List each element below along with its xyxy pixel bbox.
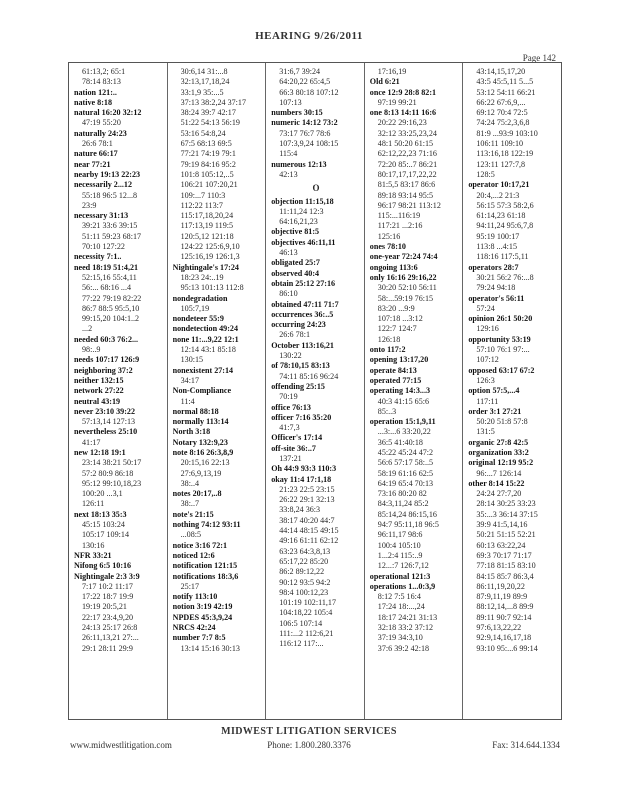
index-references: 17:16,19 [377, 67, 407, 76]
index-references: 51:22 54:13 56:19 [180, 118, 240, 128]
page-number: Page 142 [522, 53, 556, 63]
index-term: operations 1...0:3,9 [369, 581, 436, 591]
index-term: Notary 132:9,23 [172, 437, 228, 447]
index-references: 36:5 41:40:18 [377, 437, 423, 447]
index-references: 120:5,12 121:18 [180, 231, 234, 241]
index-term: October 113:16,21 [271, 340, 334, 350]
index-references: 99:15,20 104:1..2 [82, 314, 140, 324]
index-references: 65:17,22 85:20 [279, 556, 329, 566]
index-references: 74:11 85:16 96:24 [279, 371, 339, 381]
index-references: 56:... 68:16 ...4 [82, 283, 132, 293]
index-references: 129:16 [476, 324, 499, 334]
index-references: 64:16,21,23 [279, 217, 318, 227]
index-references: 106:21 107:20,21 [180, 180, 238, 190]
footer-fax: Fax: 314.644.1334 [492, 740, 560, 750]
index-references: 11:11,24 12:3 [279, 206, 324, 216]
index-references: 130:22 [279, 351, 302, 361]
index-term: notify 113:10 [172, 592, 218, 602]
index-term: office 76:13 [271, 402, 311, 412]
index-references: 38:..4 [180, 478, 200, 488]
index-term: nature 66:17 [74, 149, 118, 159]
index-references: 30:21 56:2 76:...8 [476, 272, 534, 282]
index-references: 43:14,15,17,20 [476, 67, 526, 76]
index-term: operator 10:17,21 [468, 180, 530, 190]
index-term: only 16:16 29:16,22 [369, 272, 437, 282]
index-references: ...2 [82, 324, 93, 334]
index-references: 117:13,19 119:5 [180, 221, 234, 231]
index-references: 22:17 23:4,9,20 [82, 612, 134, 622]
index-term: notification 121:15 [172, 561, 238, 571]
index-term: note's 21:15 [172, 509, 214, 519]
index-references: 105:7,19 [180, 303, 210, 313]
index-term: notice 3:16 72:1 [172, 540, 227, 550]
index-term: option 57:5,...4 [468, 386, 520, 396]
index-term: order 3:1 27:21 [468, 406, 522, 416]
index-references: 33:8,24 36:3 [279, 505, 321, 515]
index-references: 113:16,18 122:19 [476, 149, 534, 159]
index-references: 21:23 22:5 23:15 [279, 484, 335, 494]
index-references: 58:19 61:16 62:5 [377, 468, 434, 478]
index-references: 67:5 68:13 69:5 [180, 139, 232, 149]
index-references: 42:13 [279, 169, 298, 179]
index-term: nearby 19:13 22:23 [74, 169, 141, 179]
index-references: 27:6,9,13,19 [180, 468, 222, 478]
index-references: 61:14,23 61:18 [476, 211, 526, 221]
index-term: opinion 26:1 50:20 [468, 314, 533, 324]
index-references: 112:22 113:7 [180, 200, 223, 210]
index-term: nonexistent 27:14 [172, 365, 234, 375]
index-term: once 12:9 28:8 82:1 [369, 87, 437, 97]
index-references: 105:17 109:14 [82, 530, 129, 540]
index-column-1 [69, 63, 168, 719]
index-term: Old 6:21 [369, 77, 400, 87]
index-term: one 8:13 14:11 16:6 [369, 108, 437, 118]
index-references: 45:22 45:24 47:2 [377, 447, 434, 457]
index-references: 77:21 74:19 79:1 [180, 149, 236, 159]
index-references: 56:6 57:17 58:..5 [377, 458, 434, 468]
index-references: 13:14 15:16 30:13 [180, 643, 240, 653]
index-references: 26:11,13,21 27:... [82, 633, 139, 643]
index-references: 56:15 57:3 58:2,6 [476, 200, 534, 210]
index-references: 23:14 38:21 50:17 [82, 458, 142, 468]
index-references: 109:...7 110:3 [180, 190, 226, 200]
index-references: 57:10 76:1 97:... [476, 345, 530, 355]
index-term: necessary 31:13 [74, 211, 129, 221]
index-references: 61:13,2; 65:1 [82, 67, 126, 76]
index-term: organic 27:8 42:5 [468, 437, 529, 447]
index-references: 107:3,9,24 108:15 [279, 139, 339, 149]
index-term: organization 33:2 [468, 447, 529, 457]
index-references: 95:12 99:10,18,23 [82, 478, 142, 488]
index-references: 62:12,22,23 71:16 [377, 149, 437, 159]
index-references: 104:18,22 105:4 [279, 608, 333, 618]
index-references: 26:6 78:1 [82, 139, 113, 149]
index-references: 25:17 [180, 581, 200, 591]
index-references: 70:10 127:22 [82, 242, 125, 252]
index-references: 98:4 100:12,23 [279, 587, 329, 597]
index-references: 74:24 75:2,3,6,8 [476, 118, 530, 128]
index-references: 20:4,...2 21:3 [476, 190, 520, 200]
index-term: new 12:18 19:1 [74, 447, 126, 457]
index-references: 57:13,14 127:13 [82, 417, 136, 427]
index-term: observed 40:4 [271, 268, 320, 278]
index-references: 37:6 39:2 42:18 [377, 643, 430, 653]
index-references: 40:3 41:15 65:6 [377, 396, 430, 406]
index-references: 69:3 70:17 71:17 [476, 550, 532, 560]
index-references: 86:2 89:12,22 [279, 567, 325, 577]
index-term: Officer's 17:14 [271, 433, 323, 443]
index-term: necessity 7:1.. [74, 252, 122, 262]
index-term: okay 11:4 17:1,18 [271, 474, 332, 484]
index-term: notion 3:19 42:19 [172, 602, 233, 612]
index-references: 130:15 [180, 355, 204, 365]
index-references: 18:17 24:21 31:13 [377, 612, 438, 622]
index-column-5 [463, 63, 561, 719]
index-references: 20:15,16 22:13 [180, 458, 230, 468]
index-term: numeric 14:12 73:2 [271, 118, 338, 128]
index-references: 66:22 67:6,9,... [476, 97, 526, 107]
index-references: 80:17,17,17,22,22 [377, 169, 437, 179]
index-references: 50:21 51:15 52:21 [476, 530, 536, 540]
index-term: necessarily 2...12 [74, 180, 132, 190]
index-references: 45:15 103:24 [82, 520, 125, 530]
index-references: 44:14 48:15 49:15 [279, 526, 339, 536]
index-references: 131:5 [476, 427, 495, 437]
index-references: 90:12 93:5 94:2 [279, 577, 331, 587]
index-references: 7:17 10:2 11:17 [82, 581, 133, 591]
index-term: operator's 56:11 [468, 293, 525, 303]
index-references: 11:4 [180, 396, 195, 406]
index-term: none 11:...9,22 12:1 [172, 334, 239, 344]
index-term: North 3:18 [172, 427, 211, 437]
index-references: 107:13 [279, 97, 302, 107]
index-references: 79:19 84:16 95:2 [180, 159, 236, 169]
index-references: 32:13,17,18,24 [180, 77, 230, 87]
index-term: operation 15:1,9,11 [369, 417, 436, 427]
index-references: 46:13 [279, 248, 298, 258]
index-references: 17:22 18:7 19:9 [82, 592, 134, 602]
index-references: 117:21 ...2:16 [377, 221, 423, 231]
index-references: 23:9 [82, 200, 97, 210]
index-term: note 8:16 26:3,8,9 [172, 447, 234, 457]
index-references: 107:12 [476, 355, 499, 365]
index-term: NPDES 45:3,9,24 [172, 612, 233, 622]
index-references: 115:...116:19 [377, 211, 421, 221]
index-references: 50:20 51:8 57:8 [476, 417, 528, 427]
index-term: need 18:19 51:4,21 [74, 262, 139, 272]
index-term: NRCS 42:24 [172, 623, 216, 633]
index-references: 57:24 [476, 303, 495, 313]
index-references: 113:8 ...4:15 [476, 242, 517, 252]
index-references: 34:17 [180, 375, 200, 385]
index-references: 89:11 90:7 92:14 [476, 612, 532, 622]
index-references: 81:5,5 83:17 86:6 [377, 180, 436, 190]
index-term: off-site 36:..7 [271, 443, 316, 453]
index-references: 96:17 98:21 113:12 [377, 200, 441, 210]
index-references: 39:21 33:6 39:15 [82, 221, 138, 231]
index-references: 26:6 78:1 [279, 330, 310, 340]
index-term: obtained 47:11 71:7 [271, 299, 339, 309]
index-references: 92:9,14,16,17,18 [476, 633, 532, 643]
index-term: offending 25:15 [271, 381, 325, 391]
index-references: ...3:...6 33:20,22 [377, 427, 431, 437]
footer-company: MIDWEST LITIGATION SERVICES [221, 726, 397, 737]
index-term: of 78:10,15 83:13 [271, 361, 330, 371]
index-term: notifications 18:3,6 [172, 571, 239, 581]
index-references: 100:20 ...3,1 [82, 489, 123, 499]
index-term: nondetection 49:24 [172, 324, 239, 334]
index-term: opening 13:17,20 [369, 355, 429, 365]
index-references: 78:14 83:13 [82, 77, 121, 87]
index-term: onto 117:2 [369, 345, 406, 355]
index-references: 137:21 [279, 453, 302, 463]
index-references: 18:23 24:..19 [180, 272, 224, 282]
index-references: 126:3 [476, 375, 495, 385]
index-references: 19:19 20:5,21 [82, 602, 127, 612]
index-references: 29:1 28:11 29:9 [82, 643, 133, 653]
index-references: 41:7,3 [279, 423, 300, 433]
index-term: noticed 12:6 [172, 550, 215, 560]
index-term: natural 16:20 32:12 [74, 108, 142, 118]
index-term: neighboring 37:2 [74, 365, 133, 375]
index-references: 32:12 33:25,23,24 [377, 128, 437, 138]
index-term: nondeteer 55:9 [172, 314, 224, 324]
index-term: occurring 24:23 [271, 320, 326, 330]
index-references: 96:11,17 98:6 [377, 530, 423, 540]
index-references: 47:19 55:20 [82, 118, 121, 128]
index-term: next 18:13 35:3 [74, 509, 127, 519]
index-references: 24:13 25:17 26:8 [82, 623, 138, 633]
index-term: obligated 25:7 [271, 258, 320, 268]
index-references: 57:2 80:9 86:18 [82, 468, 134, 478]
index-references: 77:22 79:19 82:22 [82, 293, 142, 303]
index-references: 53:12 54:11 66:21 [476, 87, 536, 97]
index-term: occurrences 36:..5 [271, 309, 334, 319]
index-references: 93:10 95:...6 99:14 [476, 643, 538, 653]
index-term: Oh 44:9 93:3 110:3 [271, 464, 337, 474]
index-references: 85:14,24 86:15,16 [377, 509, 437, 519]
index-term: ongoing 113:6 [369, 262, 418, 272]
index-letter-heading: O [312, 183, 320, 194]
index-references: 98:..9 [82, 345, 101, 355]
index-references: 89:18 93:14 95:5 [377, 190, 434, 200]
index-term: near 77:21 [74, 159, 111, 169]
index-term: numbers 30:15 [271, 108, 323, 118]
index-term: network 27:22 [74, 386, 124, 396]
index-references: 64:20,22 65:4,5 [279, 77, 331, 87]
index-references: 66:3 80:18 107:12 [279, 87, 339, 97]
index-references: 38:17 40:20 44:7 [279, 515, 335, 525]
index-references: 37:13 38:2,24 37:17 [180, 97, 247, 107]
index-references: 41:17 [82, 437, 101, 447]
index-references: 84:15 85:7 86:3,4 [476, 571, 534, 581]
index-references: 86:10 [279, 289, 298, 299]
index-references: 97:6,13,22,22 [476, 623, 522, 633]
index-term: NFR 33:21 [74, 550, 112, 560]
index-references: 106:11 109:10 [476, 139, 524, 149]
index-term: nation 121:.. [74, 87, 117, 97]
index-references: 35:...3 36:14 37:15 [476, 509, 538, 519]
index-references: 24:24 27:7,20 [476, 489, 522, 499]
index-references: 101:8 105:12,..5 [180, 169, 234, 179]
index-term: naturally 24:23 [74, 128, 127, 138]
index-references: 100:4 105:10 [377, 540, 421, 550]
index-references: 96:...7 126:14 [476, 468, 522, 478]
index-references: 51:11 59:23 68:17 [82, 231, 142, 241]
index-references: 38:..7 [180, 499, 200, 509]
index-term: nevertheless 25:10 [74, 427, 138, 437]
index-term: objection 11:15,18 [271, 196, 334, 206]
index-term: obtain 25:12 27:16 [271, 278, 336, 288]
index-references: 79:24 94:18 [476, 283, 516, 293]
index-references: 37:19 34:3,10 [377, 633, 423, 643]
index-references: 33:1,9 35:...5 [180, 87, 224, 97]
index-column-2 [168, 63, 267, 719]
index-grid [68, 62, 562, 720]
index-term: nothing 74:12 93:11 [172, 520, 241, 530]
index-term: numerous 12:13 [271, 159, 327, 169]
footer-website: www.midwestlitigation.com [70, 740, 172, 750]
index-references: 81:9 ...93:9 103:10 [476, 128, 538, 138]
index-references: 63:23 64:3,8,13 [279, 546, 331, 556]
index-references: 95:19 100:17 [476, 231, 520, 241]
index-references: 128:5 [476, 169, 495, 179]
index-term: needed 60:3 76:2... [74, 334, 139, 344]
index-references: 123:11 127:7,8 [476, 159, 526, 169]
index-references: 31:6,7 39:24 [279, 67, 321, 76]
index-term: original 12:19 95:2 [468, 458, 534, 468]
index-references: 122:7 124:7 [377, 324, 417, 334]
index-references: 84:3,11,24 85:2 [377, 499, 429, 509]
index-references: 118:16 117:5,11 [476, 252, 529, 262]
index-term: objective 81:5 [271, 227, 320, 237]
index-references: 106:5 107:14 [279, 618, 323, 628]
index-term: Non-Compliance [172, 386, 232, 396]
index-term: native 8:18 [74, 97, 112, 107]
index-term: Nightingale's 17:24 [172, 262, 239, 272]
index-references: 95:13 101:13 112:8 [180, 283, 244, 293]
index-references: 48:1 50:20 61:15 [377, 139, 434, 149]
index-references: 126:11 [82, 499, 105, 509]
index-references: 30:20 52:10 56:11 [377, 283, 437, 293]
index-references: 64:19 65:4 70:13 [377, 478, 434, 488]
index-references: 125:16,19 126:1,3 [180, 252, 240, 262]
index-references: 53:16 54:8,24 [180, 128, 226, 138]
index-term: operational 121:3 [369, 571, 431, 581]
index-term: normally 113:14 [172, 417, 229, 427]
index-term: neutral 43:19 [74, 396, 121, 406]
index-references: 72:20 85:..7 86:21 [377, 159, 438, 169]
index-references: 94:7 95:11,18 96:5 [377, 520, 439, 530]
index-references: 32:18 33:2 37:12 [377, 623, 434, 633]
index-term: normal 88:18 [172, 406, 219, 416]
index-references: ...08:5 [180, 530, 202, 540]
index-references: 73:17 76:7 78:6 [279, 128, 331, 138]
index-references: 8:12 7:5 16:4 [377, 592, 421, 602]
index-term: other 8:14 15:22 [468, 478, 525, 488]
index-term: operating 14:3...3 [369, 386, 431, 396]
index-term: objectives 46:11,11 [271, 237, 336, 247]
index-references: 88:12,14,...8 89:9 [476, 602, 534, 612]
index-references: 94:11,24 95:6,7,8 [476, 221, 534, 231]
index-references: 97:19 99:21 [377, 97, 417, 107]
index-term: opportunity 53:19 [468, 334, 531, 344]
index-references: 12:14 43:1 85:18 [180, 345, 236, 355]
index-column-3 [266, 63, 365, 719]
index-term: notes 20:17,..8 [172, 489, 222, 499]
index-term: operated 77:15 [369, 375, 422, 385]
index-term: Nifong 6:5 10:16 [74, 561, 132, 571]
index-term: opposed 63:17 67:2 [468, 365, 535, 375]
index-references: 111:...2 112:6,21 [279, 629, 334, 639]
index-references: 116:12 117:... [279, 639, 324, 649]
index-references: 86:7 88:5 95:5,10 [82, 303, 140, 313]
index-references: 20:22 29:16,23 [377, 118, 427, 128]
index-term: neither 132:15 [74, 375, 124, 385]
index-references: 70:19 [279, 392, 298, 402]
index-references: 85:..3 [377, 406, 397, 416]
index-references: 49:16 61:11 62:12 [279, 536, 339, 546]
index-references: 115:17,18,20,24 [180, 211, 234, 221]
index-term: never 23:10 39:22 [74, 406, 135, 416]
index-references: 125:16 [377, 231, 401, 241]
page-title: HEARING 9/26/2011 [255, 30, 363, 42]
index-term: Nightingale 2:3 3:9 [74, 571, 140, 581]
index-term: operate 84:13 [369, 365, 417, 375]
index-references: 38:24 39:7 42:17 [180, 108, 236, 118]
index-references: 60:13 63:22,24 [476, 540, 526, 550]
index-term: ones 78:10 [369, 242, 406, 252]
index-term: needs 107:17 126:9 [74, 355, 140, 365]
index-references: 26:22 29:1 32:13 [279, 495, 335, 505]
index-term: officer 7:16 35:20 [271, 412, 332, 422]
index-references: 126:18 [377, 334, 401, 344]
index-references: 17:24 18:...,24 [377, 602, 425, 612]
index-column-4 [365, 63, 464, 719]
index-references: 107:18 ...3:12 [377, 314, 423, 324]
index-term: one-year 72:24 74:4 [369, 252, 438, 262]
index-references: 55:18 96:5 12...8 [82, 190, 138, 200]
index-references: 73:16 80:20 82 [377, 489, 427, 499]
index-references: 12...:7 126:7,12 [377, 561, 429, 571]
index-term: nondegradation [172, 293, 228, 303]
index-references: 52:15,16 55:4,11 [82, 272, 137, 282]
index-references: 39:9 41:5,14,16 [476, 520, 528, 530]
index-term: number 7:7 8:5 [172, 633, 226, 643]
index-references: 43:5 45:5,11 5...5 [476, 77, 534, 87]
index-references: 1...2:4 115:..9 [377, 550, 423, 560]
index-references: 101:19 102:11,17 [279, 598, 336, 608]
index-references: 86:11,19,20,22 [476, 581, 525, 591]
index-references: 130:16 [82, 540, 105, 550]
index-references: 117:11 [476, 396, 499, 406]
index-references: 77:18 81:15 83:10 [476, 561, 536, 571]
index-references: 69:12 70:4 72:5 [476, 108, 528, 118]
index-term: operators 28:7 [468, 262, 519, 272]
index-references: 30:6,14 31:...8 [180, 67, 228, 76]
index-references: 58:...59:19 76:15 [377, 293, 434, 303]
index-references: 87:9,11,19 89:9 [476, 592, 528, 602]
index-references: 83:20 ...9:9 [377, 303, 415, 313]
index-references: 28:14 30:25 33:23 [476, 499, 536, 509]
footer-phone: Phone: 1.800.280.3376 [267, 740, 351, 750]
index-references: 115:4 [279, 149, 298, 159]
index-references: 124:22 125:6,9,10 [180, 242, 240, 252]
